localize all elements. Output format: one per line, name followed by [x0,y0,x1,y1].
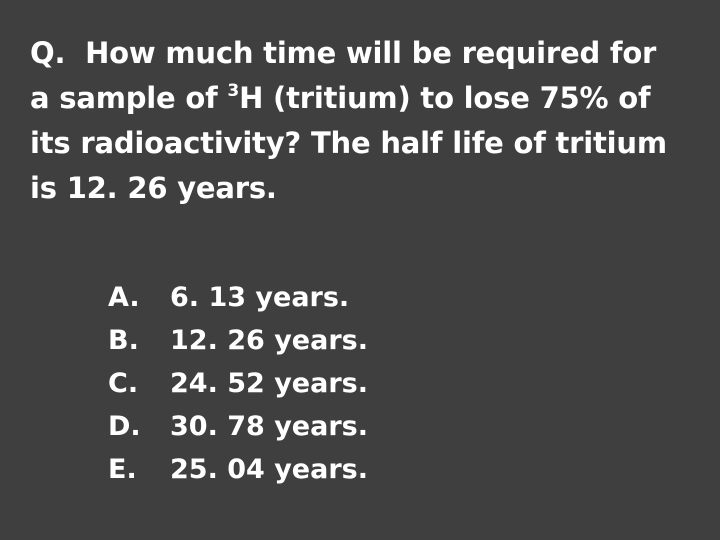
question-line-3: its radioactivity? The half life of tritium [30,126,667,160]
question-line-4: is 12. 26 years. [30,171,277,205]
question-line-1 [30,31,710,76]
question-line-2-before: a sample of [30,81,228,115]
answer-options [108,276,368,491]
answer-letter: B. [108,325,139,356]
answer-option-a[interactable] [108,276,368,319]
answer-letter: A. [108,282,140,313]
answer-letter: D. [108,411,141,442]
answer-text: 25. 04 years. [170,454,368,485]
answer-letter: E. [108,454,137,485]
answer-option-d[interactable] [108,405,368,448]
answer-text: 12. 26 years. [170,325,368,356]
answer-letter: C. [108,368,139,399]
answer-text: 6. 13 years. [170,282,350,313]
question-line-2 [30,76,710,121]
mass-number-superscript: 3 [227,81,240,101]
question-line-2-after: H (tritium) to lose 75% of [239,81,651,115]
answer-text: 24. 52 years. [170,368,368,399]
answer-text: 30. 78 years. [170,411,368,442]
answer-option-b[interactable] [108,319,368,362]
question-line-1-text: How much time will be required for [85,36,657,70]
answer-option-c[interactable] [108,362,368,405]
question-text [30,31,710,211]
question-prefix: Q. [30,36,66,70]
answer-option-e[interactable] [108,448,368,491]
